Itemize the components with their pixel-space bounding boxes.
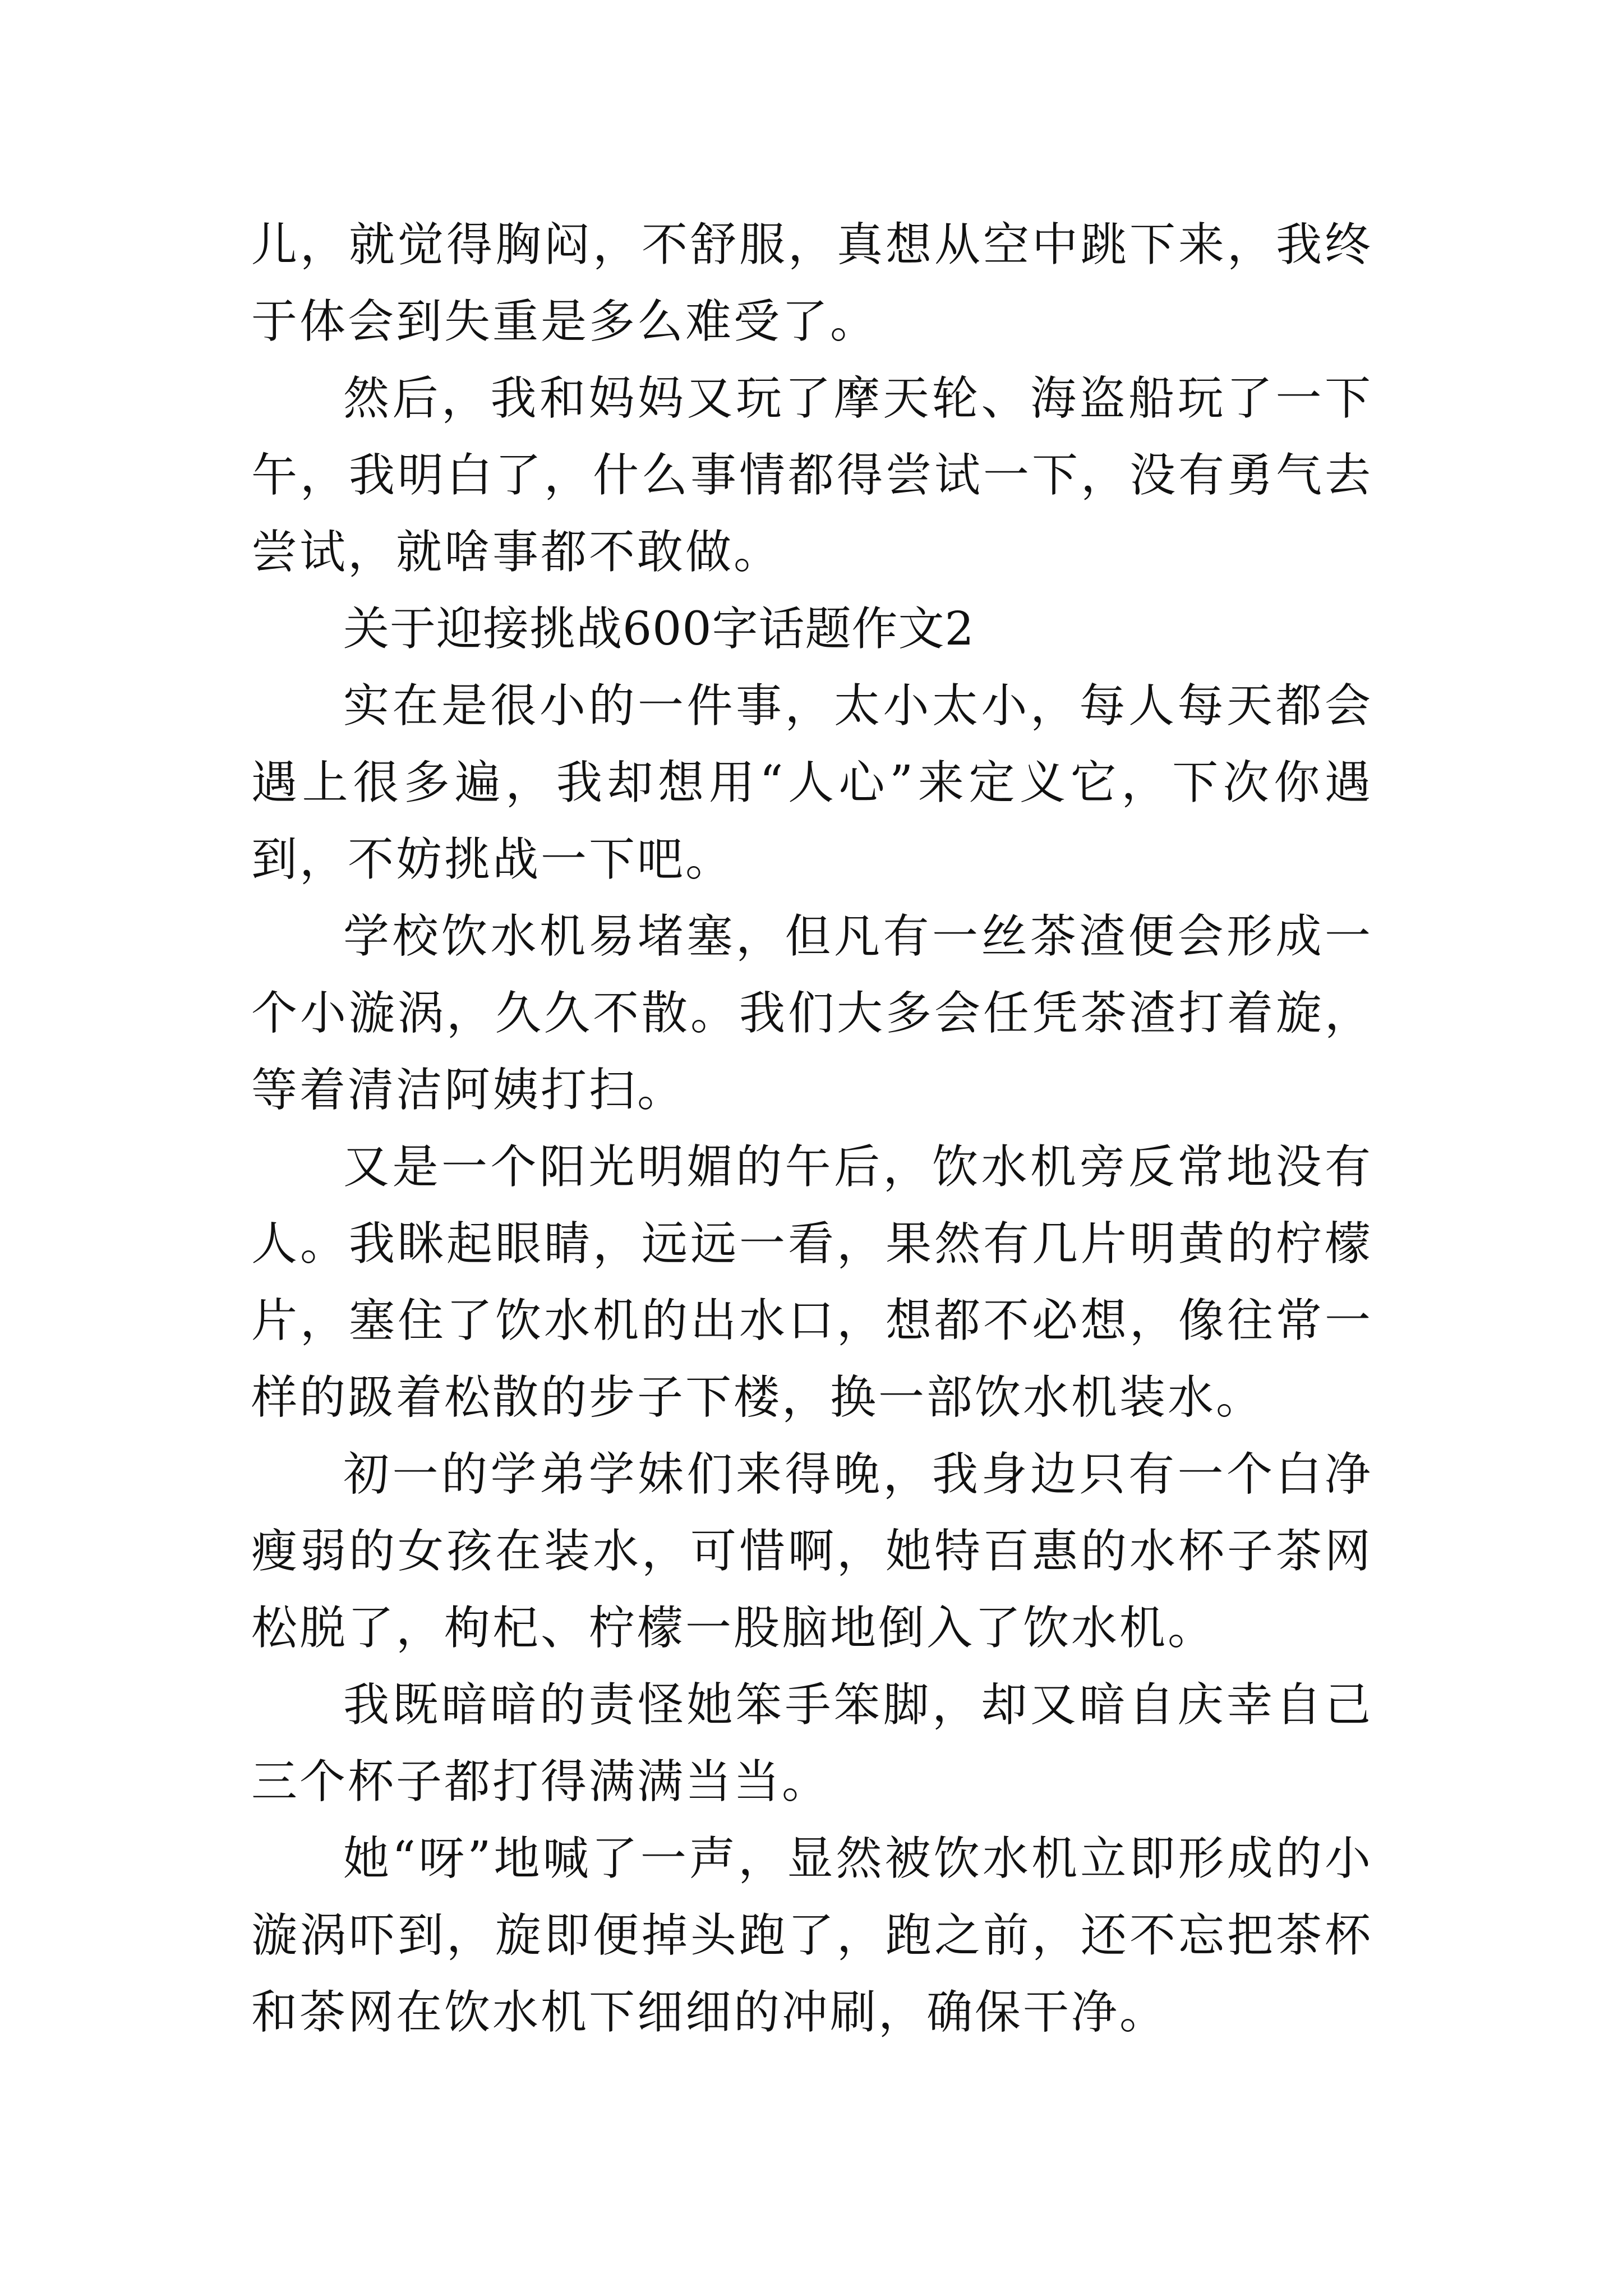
- paragraph-continuation: 儿，就觉得胸闷，不舒服，真想从空中跳下来，我终于体会到失重是多么难受了。: [251, 218, 1373, 348]
- paragraph: 我既暗暗的责怪她笨手笨脚，却又暗自庆幸自己三个杯子都打得满满当当。: [251, 1678, 1373, 1809]
- text-column: [251, 206, 1373, 2051]
- essay-heading: 关于迎接挑战600字话题作文2: [343, 602, 975, 656]
- paragraph: 然后，我和妈妈又玩了摩天轮、海盗船玩了一下午，我明白了，什么事情都得尝试一下，没有勇气去尝试，就啥事都不敢做。: [251, 372, 1373, 579]
- paragraph: 学校饮水机易堵塞，但凡有一丝茶渣便会形成一个小漩涡，久久不散。我们大多会任凭茶渣打着旋，等着清洁阿姨打扫。: [251, 910, 1373, 1117]
- paragraph: 初一的学弟学妹们来得晚，我身边只有一个白净瘦弱的女孩在装水，可惜啊，她特百惠的水杯子茶网松脱了，枸杞、柠檬一股脑地倒入了饮水机。: [251, 1448, 1373, 1655]
- paragraph: 她“呀”地喊了一声，显然被饮水机立即形成的小漩涡吓到，旋即便掉头跑了，跑之前，还不忘把茶杯和茶网在饮水机下细细的冲刷，确保干净。: [251, 1832, 1373, 2039]
- paragraph: 又是一个阳光明媚的午后，饮水机旁反常地没有人。我眯起眼睛，远远一看，果然有几片明黄的柠檬片，塞住了饮水机的出水口，想都不必想，像往常一样的趿着松散的步子下楼，换一部饮水机装水。: [251, 1140, 1373, 1424]
- paragraph: 实在是很小的一件事，太小太小，每人每天都会遇上很多遍，我却想用“人心”来定义它，下次你遇到，不妨挑战一下吧。: [251, 679, 1373, 886]
